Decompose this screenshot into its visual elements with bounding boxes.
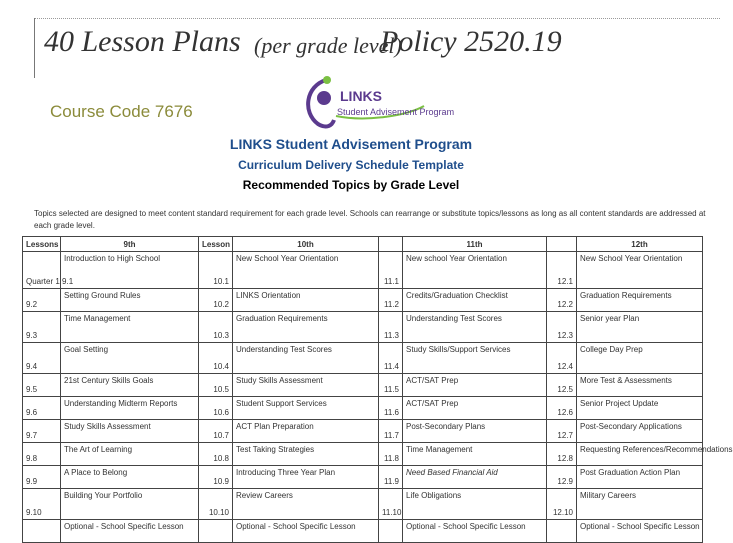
topic-cell: Student Support Services [233,397,379,420]
lesson-number-cell: 9.7 [23,420,61,443]
table-row [23,420,703,443]
topic-cell: Credits/Graduation Checklist [403,289,547,312]
lesson-number-cell: 12.9 [547,466,577,489]
lesson-number-cell: 11.9 [379,466,403,489]
topic-cell: ACT/SAT Prep [403,397,547,420]
topic-cell: Senior year Plan [577,312,703,343]
topic-cell: Time Management [61,312,199,343]
topic-cell: Need Based Financial Aid [403,466,547,489]
lesson-number-cell: 10.7 [199,420,233,443]
header-11th: 11th [403,237,547,252]
topic-cell: The Art of Learning [61,443,199,466]
header-blank-2 [547,237,577,252]
lesson-number-cell: 9.5 [23,374,61,397]
header-lessons: Lessons [23,237,61,252]
title-frame-left-rule [34,18,35,78]
lesson-number-cell [23,520,61,543]
table-row [23,443,703,466]
topic-cell: New School Year Orientation [233,252,379,289]
lesson-number-cell: 11.4 [379,343,403,374]
lesson-number-cell: 9.2 [23,289,61,312]
lesson-number-cell: 12.8 [547,443,577,466]
topic-cell: More Test & Assessments [577,374,703,397]
topic-cell: Life Obligations [403,489,547,520]
header-9th: 9th [61,237,199,252]
table-header-row [23,237,703,252]
topic-cell: Building Your Portfolio [61,489,199,520]
schedule-table [22,236,733,543]
topic-cell: Introducing Three Year Plan [233,466,379,489]
topic-cell: New school Year Orientation [403,252,547,289]
topic-cell: A Place to Belong [61,466,199,489]
lesson-number-cell [199,520,233,543]
topic-cell: Setting Ground Rules [61,289,199,312]
document-heading: LINKS Student Advisement Program [229,136,473,152]
course-code: Course Code 7676 [50,102,193,121]
header-12th: 12th [577,237,703,252]
topic-cell: Understanding Midterm Reports [61,397,199,420]
lesson-number-cell: 11.7 [379,420,403,443]
lesson-number-cell: 9.3 [23,312,61,343]
topic-cell: Requesting References/Recommendations [577,443,703,466]
topic-cell: Goal Setting [61,343,199,374]
topic-cell: Test Taking Strategies [233,443,379,466]
lesson-number-cell: 12.7 [547,420,577,443]
table-row [23,466,703,489]
lesson-number-cell: 10.5 [199,374,233,397]
topic-cell: Study Skills Assessment [233,374,379,397]
lesson-number-cell: 10.6 [199,397,233,420]
intro-paragraph: Topics selected are designed to meet content standard requirement for each grade level. Schools can rearrange or substitute topics/lessons as long as all content standards are addressed at each grade level. [34,209,706,230]
lesson-number-cell: 9.9 [23,466,61,489]
lesson-number-cell: Quarter 1 9.1 [23,252,61,289]
table-row [23,252,703,289]
topic-cell: Military Careers [577,489,703,520]
topic-cell: Optional - School Specific Lesson [61,520,199,543]
lesson-number-cell: 9.6 [23,397,61,420]
lesson-number-cell: 12.6 [547,397,577,420]
topic-cell: Introduction to High School [61,252,199,289]
lesson-number-cell: 12.2 [547,289,577,312]
lesson-number-cell: 10.3 [199,312,233,343]
table-row [23,343,703,374]
topic-cell: ACT Plan Preparation [233,420,379,443]
topic-cell: Optional - School Specific Lesson [403,520,547,543]
topic-cell: Study Skills/Support Services [403,343,547,374]
lesson-number-cell: 10.2 [199,289,233,312]
title-frame-top-rule [34,18,720,19]
logo-name: LINKS [340,88,382,104]
topic-cell: Optional - School Specific Lesson [233,520,379,543]
table-row [23,397,703,420]
topic-cell: Post-Secondary Plans [403,420,547,443]
lesson-number-cell: 10.1 [199,252,233,289]
topic-cell: Time Management [403,443,547,466]
topic-cell: Post-Secondary Applications [577,420,703,443]
lesson-number-cell: 11.2 [379,289,403,312]
topic-cell: ACT/SAT Prep [403,374,547,397]
lesson-number-cell: 9.8 [23,443,61,466]
topic-cell: Understanding Test Scores [233,343,379,374]
lesson-number-cell: 12.4 [547,343,577,374]
topic-cell: Senior Project Update [577,397,703,420]
topic-cell: New School Year Orientation [577,252,703,289]
lesson-number-cell: 11.10 [379,489,403,520]
lesson-number-cell: 11.8 [379,443,403,466]
lesson-number-cell: 12.10 [547,489,577,520]
lesson-number-cell: 12.5 [547,374,577,397]
title-main: 40 Lesson Plans [44,25,241,58]
topic-cell: 21st Century Skills Goals [61,374,199,397]
header-lesson: Lesson [199,237,233,252]
header-blank-1 [379,237,403,252]
topic-cell: Review Careers [233,489,379,520]
lesson-number-cell: 12.1 [547,252,577,289]
lesson-number-cell: 12.3 [547,312,577,343]
title-policy: Policy 2520.19 [380,25,562,58]
lesson-number-cell [547,520,577,543]
table-row [23,374,703,397]
topic-cell: Graduation Requirements [233,312,379,343]
topic-cell: LINKS Orientation [233,289,379,312]
lesson-number-cell: 9.10 [23,489,61,520]
logo-subtitle: Student Advisement Program [337,107,455,117]
lesson-number-cell [379,520,403,543]
table-row [23,489,703,520]
document-subheading-2: Recommended Topics by Grade Level [242,178,460,192]
lesson-number-cell: 11.6 [379,397,403,420]
topic-cell: Study Skills Assessment [61,420,199,443]
lesson-number-cell: 10.8 [199,443,233,466]
topic-cell: Post Graduation Action Plan [577,466,703,489]
document-subheading: Curriculum Delivery Schedule Template [238,158,464,172]
topic-cell: Understanding Test Scores [403,312,547,343]
table-row [23,520,703,543]
header-10th: 10th [233,237,379,252]
topic-cell: Optional - School Specific Lesson [577,520,703,543]
lesson-number-cell: 11.1 [379,252,403,289]
table-row [23,289,703,312]
lesson-number-cell: 10.4 [199,343,233,374]
topic-cell: College Day Prep [577,343,703,374]
lesson-number-cell: 11.5 [379,374,403,397]
lesson-number-cell: 10.9 [199,466,233,489]
topic-cell: Graduation Requirements [577,289,703,312]
table-row [23,312,703,343]
lesson-number-cell: 9.4 [23,343,61,374]
lesson-number-cell: 10.10 [199,489,233,520]
title-subtitle: (per grade level) [254,33,402,58]
lesson-number-cell: 11.3 [379,312,403,343]
